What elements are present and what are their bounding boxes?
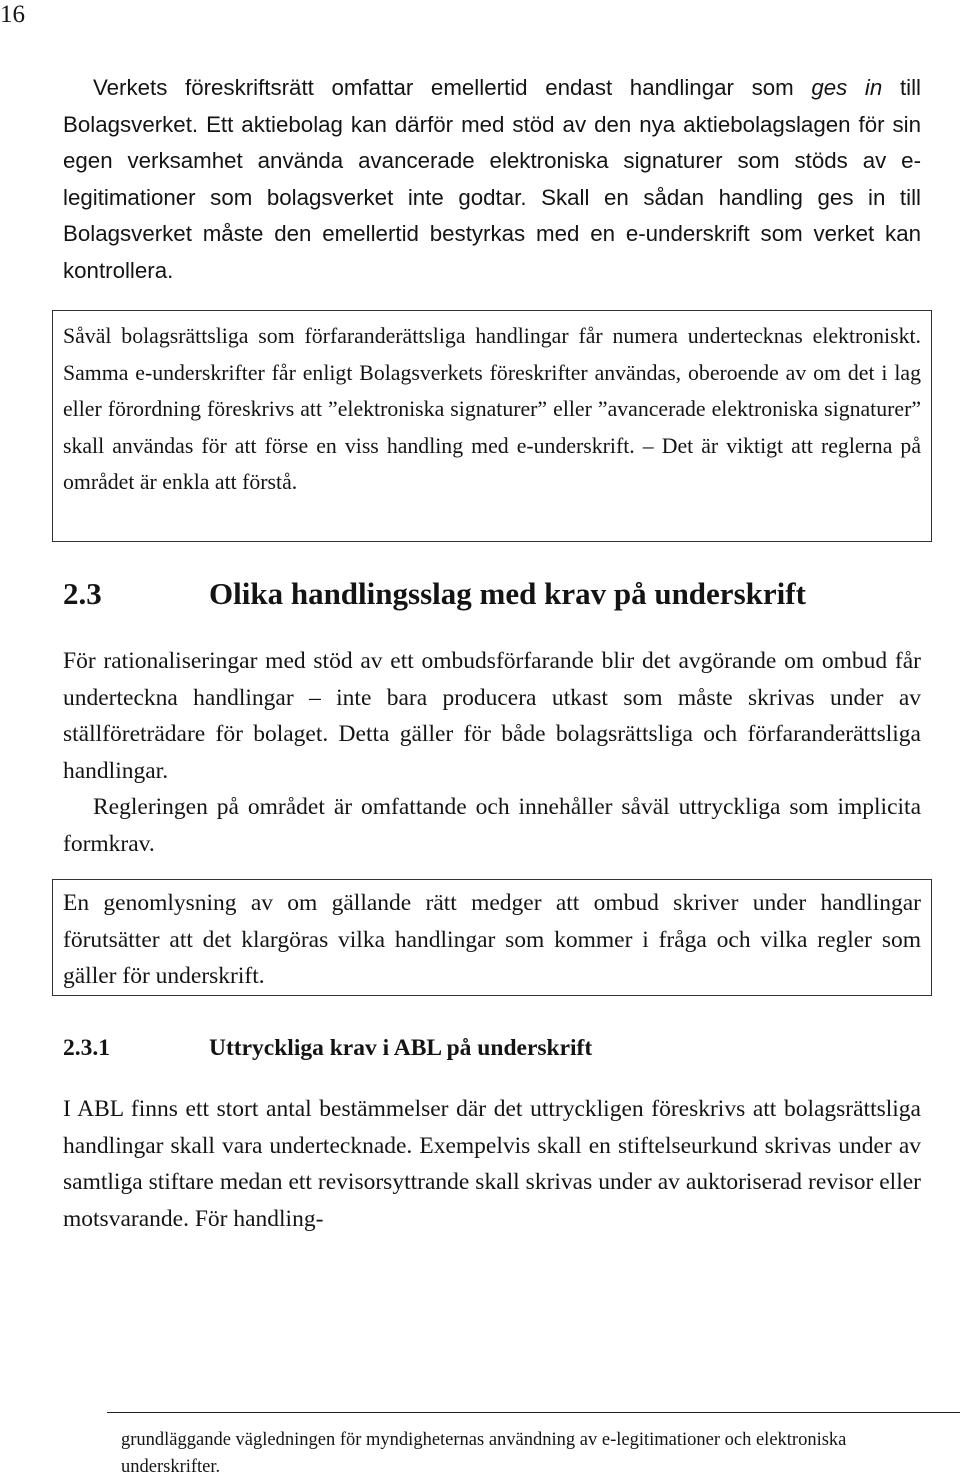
subsection-number: 2.3.1 [63, 1035, 110, 1061]
footnote-divider [107, 1412, 960, 1413]
footnote-text: grundläggande vägledningen för myndigheternas användning av e-legitimationer och elektroniska underskrifter. [121, 1430, 847, 1477]
highlight-box-2-text [63, 885, 921, 995]
section-2-3-1-paragraph: I ABL finns ett stort antal bestämmelser där det uttryckligen föreskrivs att bolagsrättsliga handlingar skall vara undertecknade. Exempelvis skall en stiftelseurkund skrivas under av samtliga stiftare medan ett revisorsyttrande skall skrivas under av auktoriserad revisor eller motsvarande. För handling- [63, 1096, 921, 1232]
highlight-box-1-paragraph: Såväl bolagsrättsliga som förfaranderättsliga handlingar får numera undertecknas elektroniskt. Samma e-underskrifter får enligt Bolagsverkets föreskrifter användas, oberoende av om det i lag eller förordning föreskrivs att ”elektroniska signaturer” eller ”avancerade elektroniska signaturer” skall användas för att förse en viss handling med e-underskrift. – Det är viktigt att reglerna på området är enkla att förstå. [63, 324, 921, 494]
subsection-title: Uttryckliga krav i ABL på underskrift [209, 1035, 593, 1061]
subsection-heading-2-3-1 [63, 1031, 592, 1065]
section-2-3-body [63, 643, 921, 862]
intro-italic-text: ges in [811, 75, 883, 100]
intro-text-rest: till Bolagsverket. Ett aktiebolag kan därför med stöd av den nya aktiebolagslagen för sin egen verksamhet använda avancerade elektroniska signaturer som stöds av e-legitimationer som bolagsverket inte godtar. Skall en sådan handling ges in till Bolagsverket måste den emellertid bestyrkas med en e-underskrift som verket kan kontrollera. [63, 75, 921, 283]
section-number: 2.3 [63, 576, 102, 611]
highlight-box-2-paragraph: En genomlysning av om gällande rätt medger att ombud skriver under handlingar förutsätter att det klargöras vilka handlingar som kommer i fråga och vilka regler som gäller för underskrift. [63, 890, 921, 989]
section-2-3-1-body [63, 1091, 921, 1237]
section-2-3-paragraph-2: Regleringen på området är omfattande och innehåller såväl uttryckliga som implicita formkrav. [63, 794, 921, 857]
intro-paragraph [63, 70, 921, 289]
section-heading-2-3 [63, 572, 806, 616]
page-number: 16 [0, 1, 25, 28]
section-title: Olika handlingsslag med krav på underskrift [209, 576, 806, 611]
highlight-box-1-text [63, 318, 921, 501]
section-2-3-paragraph-1: För rationaliseringar med stöd av ett ombudsförfarande blir det avgörande om ombud får underteckna handlingar – inte bara producera utkast som måste skrivas under av ställföreträdare för bolaget. Detta gäller för både bolagsrättsliga och förfaranderättsliga handlingar. [63, 648, 921, 784]
intro-text-start: Verkets föreskriftsrätt omfattar emellertid endast handlingar som [93, 75, 812, 100]
